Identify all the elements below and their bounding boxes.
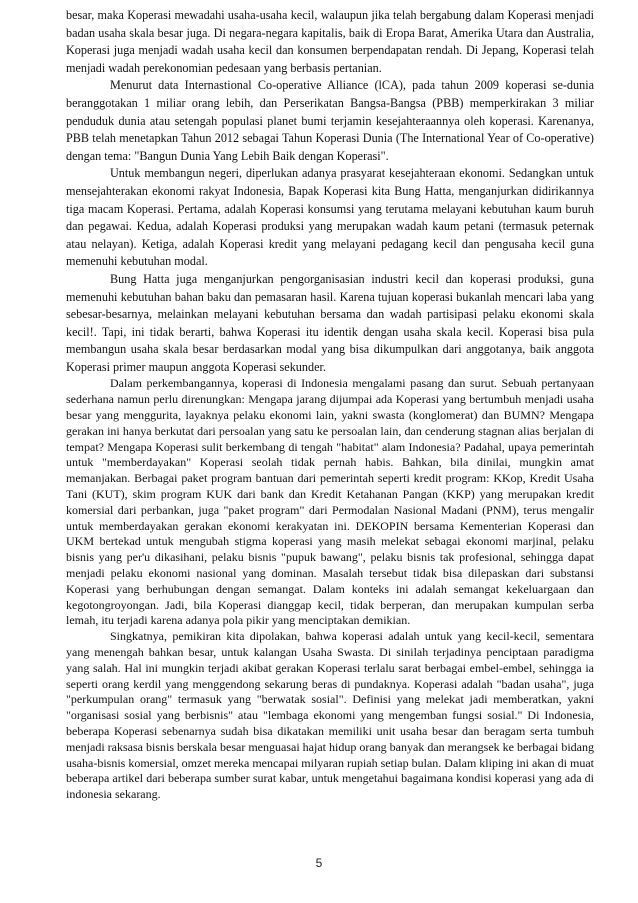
paragraph-summary: Singkatnya, pemikiran kita dipolakan, bahwa koperasi adalah untuk yang kecil-kecil, sementara yang menengah bahkan besar, untuk kalangan Usaha Swasta. Di sinilah terjadinya penciptaan paradigma yang salah. Hal ini mungkin terjadi akibat gerakan Koperasi terlalu sarat berbagai embel-embel, sehingga ia seperti orang kerdil yang menggendong sekarung beras di pundaknya. Koperasi adalah "badan usaha", juga "perkumpulan orang" termasuk yang "berwatak sosial". Definisi yang melekat jadi memberatkan, yakni "organisasi sosial yang berbisnis" atau "lembaga ekonomi yang mengemban fungsi sosial." Di Indonesia, beberapa Koperasi sebenarnya sudah bisa dikatakan memiliki unit usaha besar dan beragam serta tumbuh menjadi raksasa bisnis berskala besar menguasai hajat hidup orang banyak dan merangsek ke berbagai bidang usaha-bisnis komersial, omzet mereka mencapai milyaran rupiah setiap bulan. Dalam kliping ini akan di muat beberapa artikel dari beberapa sumber surat kabar, untuk mengetahui bagaimana kondisi koperasi yang ada di indonesia sekarang.	[66, 629, 594, 802]
paragraph-development: Dalam perkembangannya, koperasi di Indonesia mengalami pasang dan surut. Sebuah pertanyaan sederhana namun perlu direnungkan: Mengapa jarang dijumpai ada Koperasi yang bertumbuh menjadi usaha besar yang menggurita, layaknya pelaku ekonomi lain, yakni swasta (konglomerat) dan BUMN? Mengapa gerakan ini hanya berkutat dari persoalan yang satu ke persoalan lain, dan cenderung stagnan alias berjalan di tempat? Mengapa Koperasi sulit berkembang di tengah "habitat" alam Indonesia? Padahal, upaya pemerintah untuk "memberdayakan" Koperasi seolah tidak pernah habis. Bahkan, bila dinilai, mungkin amat memanjakan. Berbagai paket program bantuan dari pemerintah seperti kredit program: KKop, Kredit Usaha Tani (KUT), skim program KUK dari bank dan Kredit Ketahanan Pangan (KKP) yang merupakan kredit komersial dari perbankan, juga "paket program" dari Permodalan Nasional Madani (PNM), terus mengalir untuk memberdayakan gerakan ekonomi kerakyatan ini. DEKOPIN bersama Kementerian Koperasi dan UKM bertekad untuk mengubah stigma koperasi yang masih melekat sebagai ekonomi marjinal, pelaku bisnis yang per'u dikasihani, pelaku bisnis "pupuk bawang", pelaku bisnis tak profesional, sehingga dapat menjadi pelaku ekonomi nasional yang dominan. Masalah tersebut tidak bisa dilepaskan dari substansi Koperasi yang berhubungan dengan semangat. Dalam konteks ini adalah semangat kekeluargaan dan kegotongroyongan. Jadi, bila Koperasi dianggap kecil, tidak berperan, dan merupakan kumpulan serba lemah, itu terjadi karena adanya pola pikir yang menciptakan demikian.	[66, 376, 594, 628]
paragraph-continuation: besar, maka Koperasi mewadahi usaha-usaha kecil, walaupun jika telah bergabung dalam Koperasi menjadi badan usaha skala besar juga. Di negara-negara kapitalis, baik di Eropa Barat, Amerika Utara dan Australia, Koperasi juga menjadi wadah usaha kecil dan konsumen berpendapatan rendah. Di Jepang, Koperasi telah menjadi wadah perekonomian pedesaan yang berbasis pertanian.	[66, 8, 594, 75]
paragraph-hatta-industry: Bung Hatta juga menganjurkan pengorganisasian industri kecil dan koperasi produksi, guna memenuhi kebutuhan bahan baku dan pemasaran hasil. Karena tujuan koperasi bukanlah mencari laba yang sebesar-besarnya, melainkan melayani kebutuhan bersama dan wadah partisipasi pelaku ekonomi skala kecil!. Tapi, ini tidak berarti, bahwa Koperasi itu identik dengan usaha skala kecil. Koperasi bisa pula membangun usaha skala besar berdasarkan modal yang bisa dikumpulkan dari anggotanya, baik anggota Koperasi primer maupun anggota Koperasi sekunder.	[66, 271, 594, 374]
page-number: 5	[315, 856, 323, 870]
body-text	[66, 7, 594, 803]
paragraph-three-cooperatives: Untuk membangun negeri, diperlukan adanya prasyarat kesejahteraan ekonomi. Sedangkan untuk mensejahterakan ekonomi rakyat Indonesia, Bapak Koperasi kita Bung Hatta, menganjurkan didirikannya tiga macam Koperasi. Pertama, adalah Koperasi konsumsi yang terutama melayani kebutuhan kaum buruh dan pegawai. Kedua, adalah Koperasi produksi yang merupakan wadah kaum petani (termasuk peternak atau nelayan). Ketiga, adalah Koperasi kredit yang melayani pedagang kecil dan pengusaha kecil guna memenuhi kebutuhan modal.	[66, 166, 594, 269]
paragraph-ica-data: Menurut data Internastional Co-operative Alliance (lCA), pada tahun 2009 koperasi se-dunia beranggotakan 1 miliar orang lebih, dan Perserikatan Bangsa-Bangsa (PBB) memperkirakan 3 miliar penduduk dunia atau setengah populasi planet bumi terjamin kesejahteraannya oleh koperasi. Karenanya, PBB telah menetapkan Tahun 2012 sebagai Tahun Koperasi Dunia (The International Year of Co-operative) dengan tema: "Bangun Dunia Yang Lebih Baik dengan Koperasi".	[66, 78, 594, 163]
